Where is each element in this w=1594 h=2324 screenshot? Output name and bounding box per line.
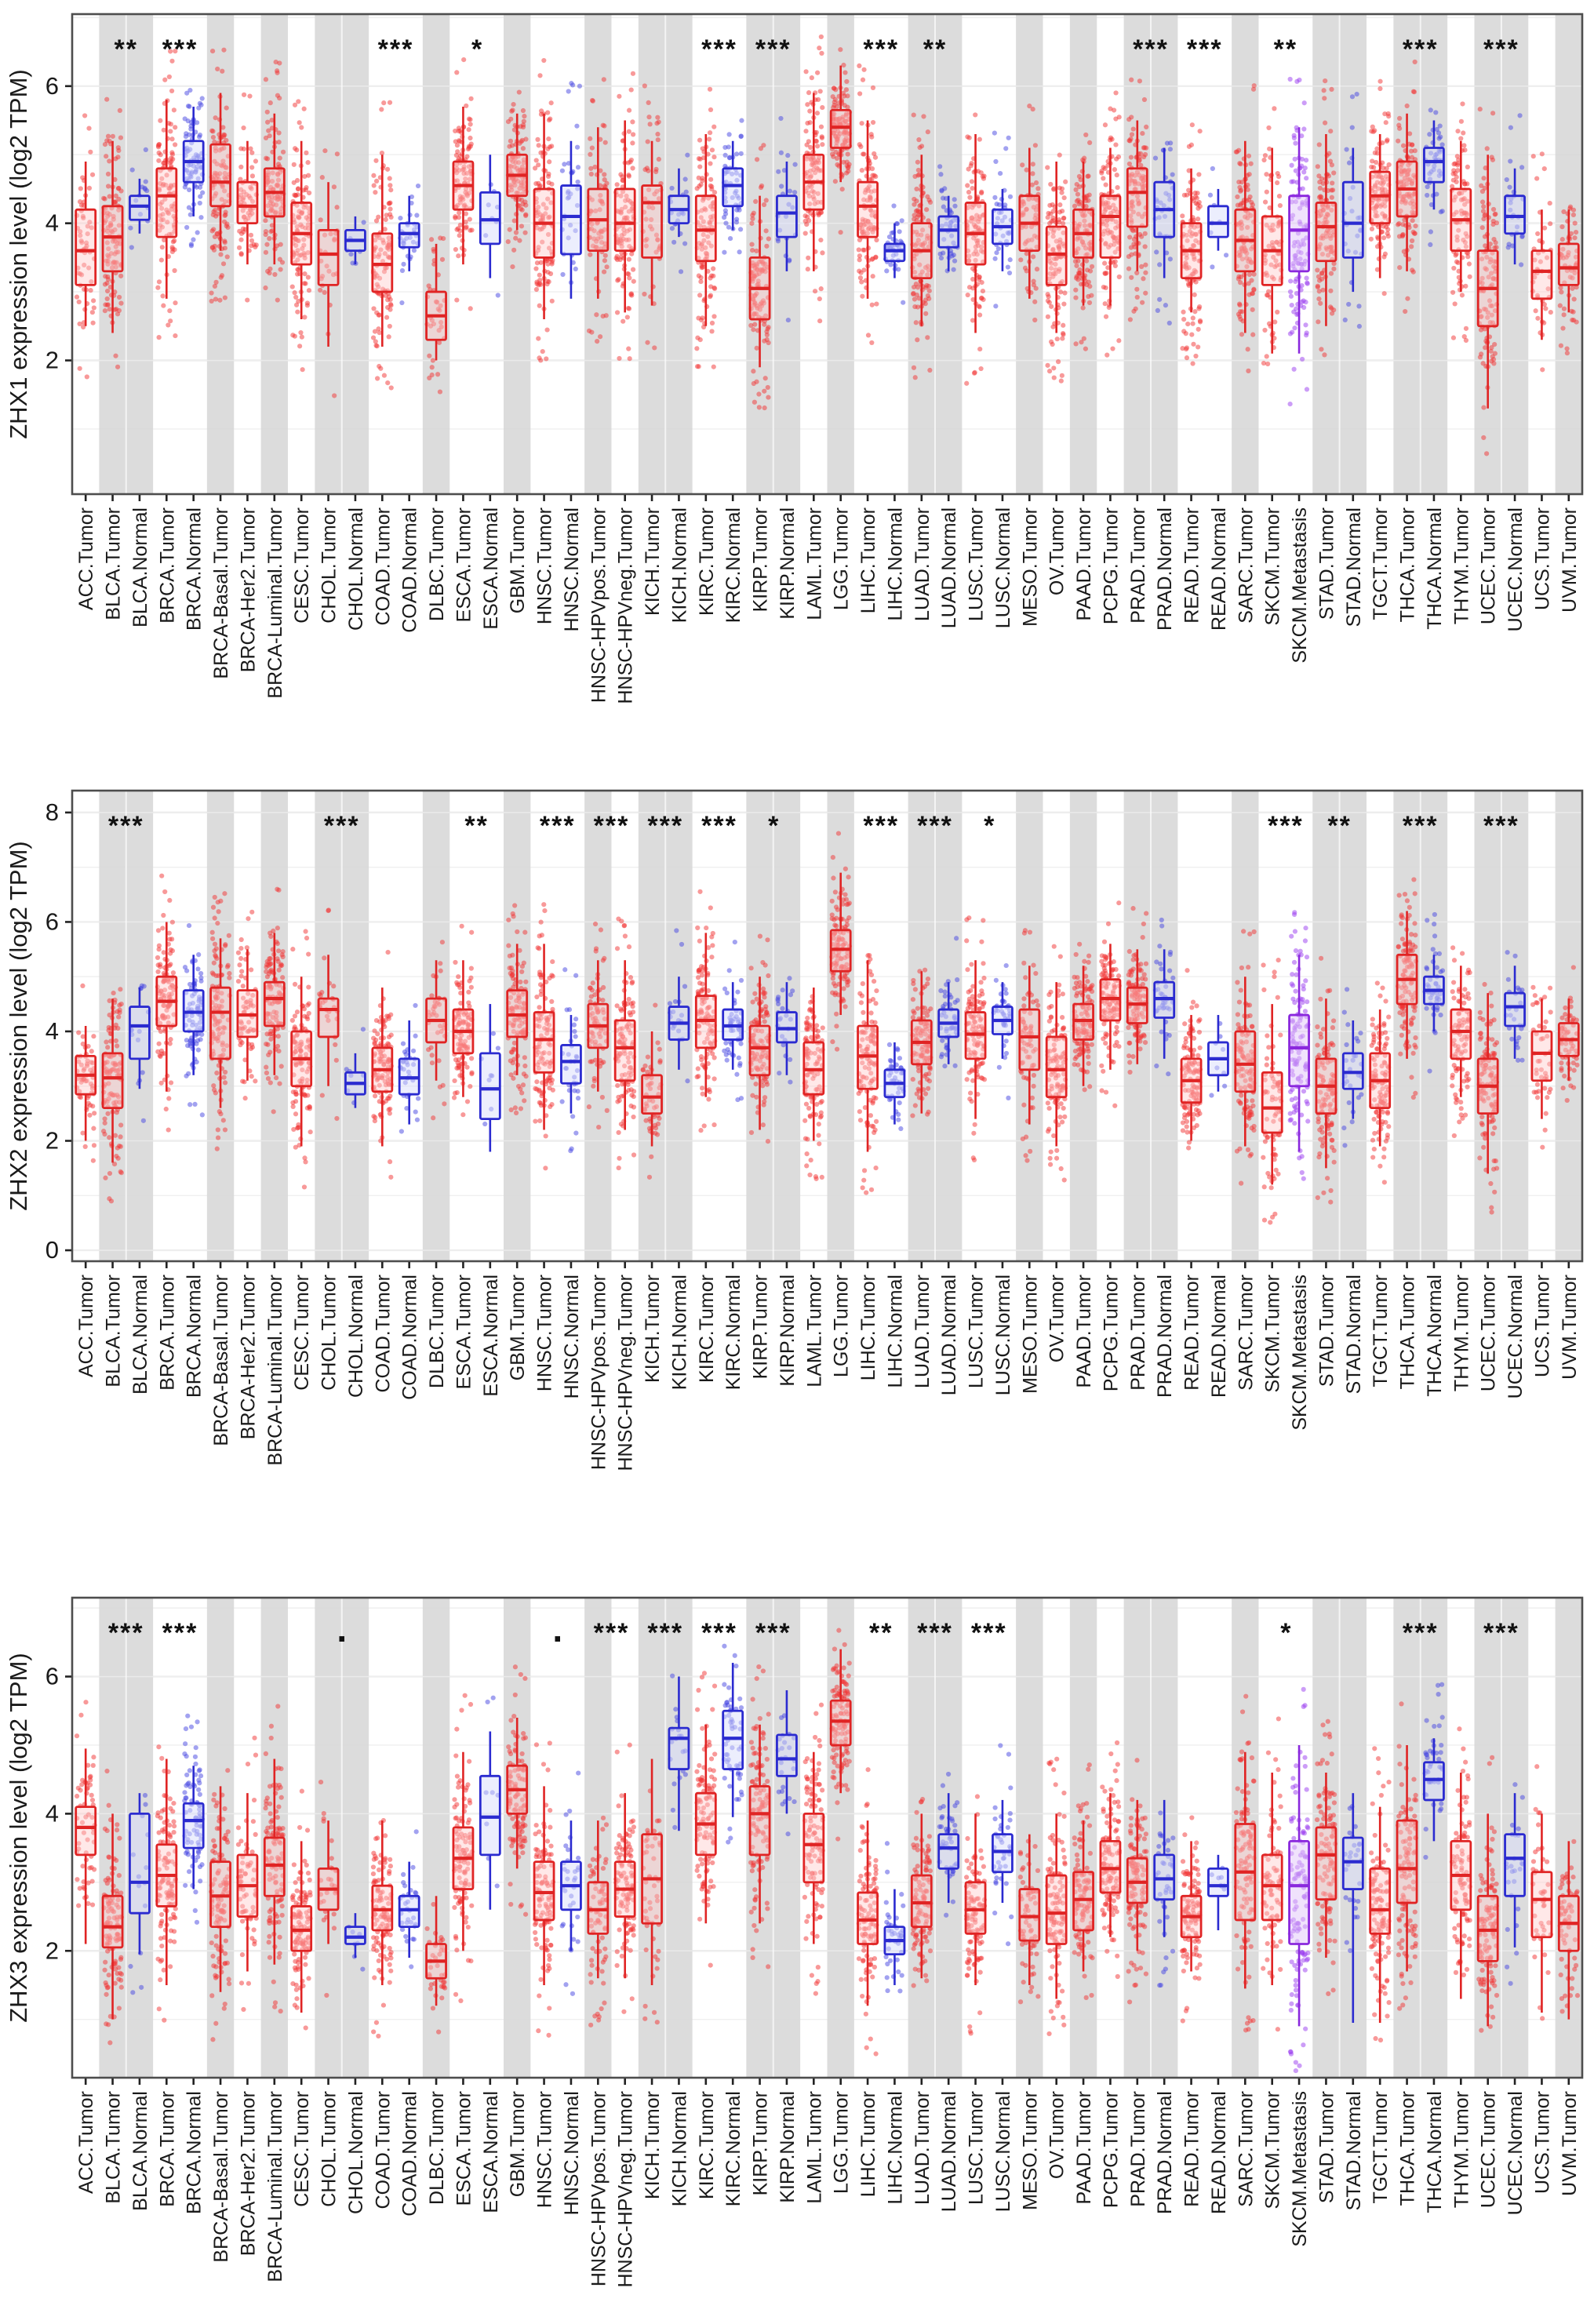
- x-category-label: KICH.Tumor: [642, 2091, 664, 2199]
- x-category-label: SKCM.Tumor: [1261, 2091, 1284, 2209]
- significance-marker: ***: [755, 1618, 792, 1648]
- x-category-label: KICH.Tumor: [642, 507, 664, 616]
- x-category-label: CHOL.Tumor: [318, 2091, 340, 2207]
- x-category-label: HNSC-HPVpos.Tumor: [588, 2091, 610, 2287]
- x-category-label: PRAD.Tumor: [1126, 507, 1149, 624]
- x-category-label: PAAD.Tumor: [1073, 2091, 1096, 2205]
- x-category-label: THYM.Tumor: [1450, 1275, 1473, 1392]
- x-category-label: KIRP.Tumor: [749, 2091, 772, 2196]
- x-category-label: BLCA.Normal: [129, 2091, 151, 2211]
- x-category-label: LUSC.Normal: [992, 507, 1014, 629]
- x-category-label: PRAD.Normal: [1154, 507, 1177, 631]
- significance-marker: **: [464, 811, 489, 841]
- x-category-label: READ.Normal: [1207, 1275, 1230, 1398]
- y-tick-label: 8: [45, 798, 59, 826]
- y-axis-label-zhx3: ZHX3 expression level (log2 TPM): [5, 1653, 32, 2023]
- x-category-label: THCA.Tumor: [1396, 1275, 1419, 1390]
- x-category-label: COAD.Tumor: [372, 1275, 395, 1393]
- significance-marker: ***: [970, 1618, 1007, 1648]
- y-tick-label: 6: [45, 71, 59, 100]
- x-category-label: STAD.Tumor: [1316, 2091, 1338, 2204]
- significance-marker: *: [471, 35, 482, 64]
- x-category-label: BRCA.Tumor: [156, 1275, 179, 1391]
- significance-marker: ***: [1402, 1618, 1439, 1648]
- x-category-label: BRCA-Luminal.Tumor: [264, 507, 286, 699]
- x-category-label: OV.Tumor: [1046, 1275, 1068, 1363]
- x-category-label: PRAD.Tumor: [1126, 1275, 1149, 1391]
- x-category-label: LUSC.Tumor: [965, 1275, 988, 1388]
- x-category-label: UCEC.Normal: [1505, 2091, 1527, 2216]
- significance-marker: ***: [1133, 35, 1169, 64]
- x-category-label: SKCM.Metastasis: [1289, 507, 1312, 664]
- significance-marker: **: [1327, 811, 1352, 841]
- x-category-label: READ.Tumor: [1181, 2091, 1203, 2207]
- x-category-label: SARC.Tumor: [1235, 2091, 1257, 2207]
- significance-marker: ***: [647, 811, 684, 841]
- x-category-label: LUSC.Tumor: [965, 2091, 988, 2205]
- significance-marker: **: [114, 35, 138, 64]
- x-category-label: BRCA-Basal.Tumor: [210, 507, 233, 679]
- x-category-label: DLBC.Tumor: [426, 507, 449, 621]
- x-category-label: UCEC.Tumor: [1477, 2091, 1500, 2209]
- significance-marker: ***: [701, 1618, 737, 1648]
- significance-marker: ***: [539, 811, 576, 841]
- x-category-label: PCPG.Tumor: [1100, 1275, 1123, 1392]
- x-category-label: ACC.Tumor: [75, 1275, 98, 1378]
- x-category-label: LUAD.Normal: [938, 2091, 961, 2213]
- x-category-label: THCA.Normal: [1423, 2091, 1446, 2213]
- x-category-label: UCEC.Tumor: [1477, 1275, 1500, 1392]
- x-category-label: KIRC.Tumor: [695, 1275, 718, 1383]
- x-category-label: BRCA-Basal.Tumor: [210, 2091, 233, 2263]
- x-category-label: SARC.Tumor: [1235, 507, 1257, 624]
- significance-marker: ***: [1186, 35, 1223, 64]
- y-axis-label-zhx2: ZHX2 expression level (log2 TPM): [5, 841, 32, 1211]
- x-category-label: ESCA.Normal: [479, 2091, 502, 2213]
- x-category-label: BLCA.Tumor: [102, 2091, 125, 2204]
- x-category-label: STAD.Normal: [1342, 2091, 1365, 2211]
- x-category-label: COAD.Tumor: [372, 507, 395, 626]
- x-category-label: STAD.Normal: [1342, 507, 1365, 627]
- x-category-label: THYM.Tumor: [1450, 2091, 1473, 2209]
- x-category-label: LAML.Tumor: [803, 507, 826, 620]
- x-category-label: BRCA.Normal: [183, 1275, 206, 1398]
- x-category-label: BRCA.Tumor: [156, 2091, 179, 2207]
- y-tick-label: 2: [45, 346, 59, 374]
- x-category-label: BLCA.Tumor: [102, 1275, 125, 1387]
- x-category-label: GBM.Tumor: [507, 507, 530, 614]
- significance-marker: ***: [1483, 1618, 1519, 1648]
- significance-marker: ***: [1268, 811, 1304, 841]
- x-category-label: HNSC-HPVneg.Tumor: [614, 507, 637, 704]
- x-category-label: SARC.Tumor: [1235, 1275, 1257, 1391]
- x-category-label: HNSC.Normal: [560, 2091, 583, 2216]
- x-category-label: KIRP.Normal: [776, 2091, 799, 2203]
- x-category-label: KIRC.Normal: [722, 507, 745, 624]
- x-category-label: HNSC-HPVpos.Tumor: [588, 1275, 610, 1471]
- x-category-label: BRCA.Normal: [183, 2091, 206, 2214]
- x-category-label: LUAD.Normal: [938, 1275, 961, 1396]
- x-category-label: ESCA.Tumor: [453, 1275, 475, 1390]
- x-category-label: KIRC.Normal: [722, 1275, 745, 1391]
- y-tick-label: 4: [45, 1799, 59, 1828]
- x-category-label: LUAD.Tumor: [911, 507, 933, 621]
- x-category-label: UCS.Tumor: [1531, 507, 1554, 611]
- x-category-label: ESCA.Normal: [479, 1275, 502, 1397]
- significance-marker: ***: [701, 35, 737, 64]
- x-category-label: BRCA-Her2.Tumor: [237, 1275, 260, 1440]
- x-category-label: ACC.Tumor: [75, 507, 98, 611]
- x-category-label: MESO.Tumor: [1019, 507, 1042, 627]
- x-category-label: KICH.Normal: [668, 507, 691, 624]
- x-category-label: UCEC.Normal: [1505, 507, 1527, 632]
- x-category-label: UCS.Tumor: [1531, 1275, 1554, 1378]
- significance-marker: ***: [917, 1618, 953, 1648]
- significance-marker: .: [337, 1609, 348, 1649]
- x-category-label: MESO.Tumor: [1019, 1275, 1042, 1394]
- x-category-label: UVM.Tumor: [1558, 2091, 1581, 2196]
- y-axis-label-zhx1: ZHX1 expression level (log2 TPM): [5, 69, 32, 439]
- significance-marker: ***: [1483, 811, 1519, 841]
- x-category-label: OV.Tumor: [1046, 2091, 1068, 2180]
- x-category-label: STAD.Tumor: [1316, 507, 1338, 620]
- x-category-label: COAD.Normal: [398, 507, 421, 633]
- x-category-label: HNSC-HPVneg.Tumor: [614, 2091, 637, 2288]
- y-tick-label: 6: [45, 1662, 59, 1690]
- significance-marker: ***: [917, 811, 953, 841]
- x-category-label: PRAD.Normal: [1154, 1275, 1177, 1398]
- y-tick-label: 6: [45, 907, 59, 936]
- x-category-label: HNSC.Tumor: [533, 1275, 556, 1392]
- significance-marker: ***: [323, 811, 360, 841]
- x-category-label: KIRP.Normal: [776, 1275, 799, 1387]
- x-category-label: STAD.Tumor: [1316, 1275, 1338, 1387]
- x-category-label: LIHC.Tumor: [857, 2091, 880, 2198]
- x-category-label: LAML.Tumor: [803, 2091, 826, 2204]
- x-category-label: HNSC-HPVneg.Tumor: [614, 1275, 637, 1471]
- x-category-label: LUSC.Normal: [992, 1275, 1014, 1396]
- significance-marker: ***: [1483, 35, 1519, 64]
- x-category-label: CHOL.Normal: [344, 507, 367, 631]
- x-category-label: SKCM.Metastasis: [1289, 1275, 1312, 1431]
- y-tick-label: 0: [45, 1236, 59, 1264]
- x-category-label: COAD.Tumor: [372, 2091, 395, 2209]
- x-category-label: UCEC.Normal: [1505, 1275, 1527, 1399]
- significance-marker: *: [1280, 1618, 1291, 1648]
- x-category-label: ESCA.Normal: [479, 507, 502, 630]
- x-category-label: KICH.Normal: [668, 1275, 691, 1391]
- x-category-label: CHOL.Tumor: [318, 507, 340, 624]
- x-category-label: SKCM.Tumor: [1261, 507, 1284, 626]
- significance-marker: **: [1273, 35, 1298, 64]
- significance-marker: **: [869, 1618, 893, 1648]
- x-category-label: LAML.Tumor: [803, 1275, 826, 1387]
- x-category-label: LGG.Tumor: [830, 2091, 853, 2195]
- x-category-label: TGCT.Tumor: [1370, 1275, 1392, 1387]
- x-category-label: BLCA.Tumor: [102, 507, 125, 620]
- x-category-label: PRAD.Tumor: [1126, 2091, 1149, 2207]
- significance-marker: *: [768, 811, 779, 841]
- x-category-label: CHOL.Normal: [344, 2091, 367, 2214]
- x-category-label: KIRC.Tumor: [695, 507, 718, 616]
- x-category-label: KICH.Normal: [668, 2091, 691, 2207]
- significance-marker: ***: [593, 811, 630, 841]
- x-category-label: LUAD.Tumor: [911, 1275, 933, 1388]
- x-category-label: LIHC.Normal: [884, 2091, 907, 2205]
- x-category-label: KIRC.Normal: [722, 2091, 745, 2207]
- x-category-label: BRCA-Luminal.Tumor: [264, 2091, 286, 2282]
- x-category-label: CESC.Tumor: [291, 2091, 314, 2207]
- x-category-label: UVM.Tumor: [1558, 1275, 1581, 1380]
- x-category-label: KIRC.Tumor: [695, 2091, 718, 2199]
- x-category-label: KIRP.Tumor: [749, 1275, 772, 1380]
- x-category-label: BRCA-Luminal.Tumor: [264, 1275, 286, 1466]
- x-category-label: LUSC.Tumor: [965, 507, 988, 621]
- x-category-label: LIHC.Tumor: [857, 507, 880, 614]
- significance-marker: ***: [1402, 811, 1439, 841]
- y-tick-label: 2: [45, 1126, 59, 1155]
- significance-marker: ***: [863, 811, 900, 841]
- x-category-label: COAD.Normal: [398, 1275, 421, 1400]
- significance-marker: *: [984, 811, 995, 841]
- x-category-label: THCA.Tumor: [1396, 2091, 1419, 2206]
- x-category-label: DLBC.Tumor: [426, 2091, 449, 2205]
- x-category-label: THYM.Tumor: [1450, 507, 1473, 625]
- x-category-label: CHOL.Tumor: [318, 1275, 340, 1391]
- x-category-label: KIRP.Tumor: [749, 507, 772, 613]
- x-category-label: STAD.Normal: [1342, 1275, 1365, 1395]
- x-category-label: KIRP.Normal: [776, 507, 799, 620]
- x-category-label: BRCA-Her2.Tumor: [237, 507, 260, 673]
- x-category-label: OV.Tumor: [1046, 507, 1068, 596]
- significance-marker: .: [552, 1609, 563, 1649]
- significance-marker: ***: [863, 35, 900, 64]
- x-category-label: ESCA.Tumor: [453, 2091, 475, 2206]
- x-category-label: UCS.Tumor: [1531, 2091, 1554, 2195]
- x-category-label: KICH.Tumor: [642, 1275, 664, 1383]
- x-category-label: UVM.Tumor: [1558, 507, 1581, 613]
- x-category-label: SKCM.Tumor: [1261, 1275, 1284, 1393]
- x-category-label: BRCA-Basal.Tumor: [210, 1275, 233, 1446]
- x-category-label: CESC.Tumor: [291, 507, 314, 624]
- x-category-label: BRCA.Tumor: [156, 507, 179, 624]
- x-category-label: SKCM.Metastasis: [1289, 2091, 1312, 2247]
- significance-marker: ***: [162, 1618, 198, 1648]
- x-category-label: LIHC.Normal: [884, 1275, 907, 1388]
- x-category-label: BLCA.Normal: [129, 507, 151, 627]
- y-tick-label: 4: [45, 1017, 59, 1045]
- x-category-label: CHOL.Normal: [344, 1275, 367, 1398]
- significance-marker: ***: [107, 1618, 144, 1648]
- x-category-label: COAD.Normal: [398, 2091, 421, 2217]
- x-category-label: LGG.Tumor: [830, 1275, 853, 1378]
- x-category-label: DLBC.Tumor: [426, 1275, 449, 1388]
- y-tick-label: 4: [45, 209, 59, 237]
- x-category-label: READ.Normal: [1207, 2091, 1230, 2214]
- significance-marker: ***: [162, 35, 198, 64]
- x-category-label: ACC.Tumor: [75, 2091, 98, 2195]
- x-category-label: BRCA.Normal: [183, 507, 206, 631]
- x-category-label: HNSC.Tumor: [533, 2091, 556, 2209]
- significance-marker: ***: [377, 35, 414, 64]
- x-category-label: PAAD.Tumor: [1073, 1275, 1096, 1388]
- x-category-label: UCEC.Tumor: [1477, 507, 1500, 625]
- significance-marker: **: [923, 35, 948, 64]
- significance-marker: ***: [1402, 35, 1439, 64]
- x-category-label: THCA.Normal: [1423, 507, 1446, 630]
- x-category-label: TGCT.Tumor: [1370, 507, 1392, 620]
- x-category-label: HNSC.Normal: [560, 1275, 583, 1399]
- x-category-label: HNSC-HPVpos.Tumor: [588, 507, 610, 704]
- x-category-label: READ.Tumor: [1181, 507, 1203, 624]
- x-category-label: MESO.Tumor: [1019, 2091, 1042, 2210]
- x-category-label: CESC.Tumor: [291, 1275, 314, 1391]
- x-category-label: READ.Tumor: [1181, 1275, 1203, 1391]
- x-category-label: GBM.Tumor: [507, 1275, 530, 1381]
- x-category-label: PCPG.Tumor: [1100, 507, 1123, 625]
- x-category-label: THCA.Normal: [1423, 1275, 1446, 1397]
- x-category-label: THCA.Tumor: [1396, 507, 1419, 623]
- x-category-label: ESCA.Tumor: [453, 507, 475, 623]
- x-category-label: HNSC.Tumor: [533, 507, 556, 625]
- x-category-label: BLCA.Normal: [129, 1275, 151, 1395]
- x-category-label: PCPG.Tumor: [1100, 2091, 1123, 2209]
- x-category-label: PAAD.Tumor: [1073, 507, 1096, 621]
- significance-marker: ***: [107, 811, 144, 841]
- x-category-label: TGCT.Tumor: [1370, 2091, 1392, 2204]
- x-category-label: LGG.Tumor: [830, 507, 853, 611]
- x-category-label: LIHC.Normal: [884, 507, 907, 621]
- x-category-label: GBM.Tumor: [507, 2091, 530, 2198]
- x-category-label: LUAD.Normal: [938, 507, 961, 629]
- x-category-label: PRAD.Normal: [1154, 2091, 1177, 2214]
- x-category-label: HNSC.Normal: [560, 507, 583, 632]
- x-category-label: LUAD.Tumor: [911, 2091, 933, 2205]
- significance-marker: ***: [647, 1618, 684, 1648]
- y-tick-label: 2: [45, 1937, 59, 1965]
- x-category-label: BRCA-Her2.Tumor: [237, 2091, 260, 2257]
- x-category-label: LIHC.Tumor: [857, 1275, 880, 1381]
- significance-marker: ***: [755, 35, 792, 64]
- x-category-label: READ.Normal: [1207, 507, 1230, 631]
- significance-marker: ***: [593, 1618, 630, 1648]
- x-category-label: LUSC.Normal: [992, 2091, 1014, 2213]
- significance-marker: ***: [701, 811, 737, 841]
